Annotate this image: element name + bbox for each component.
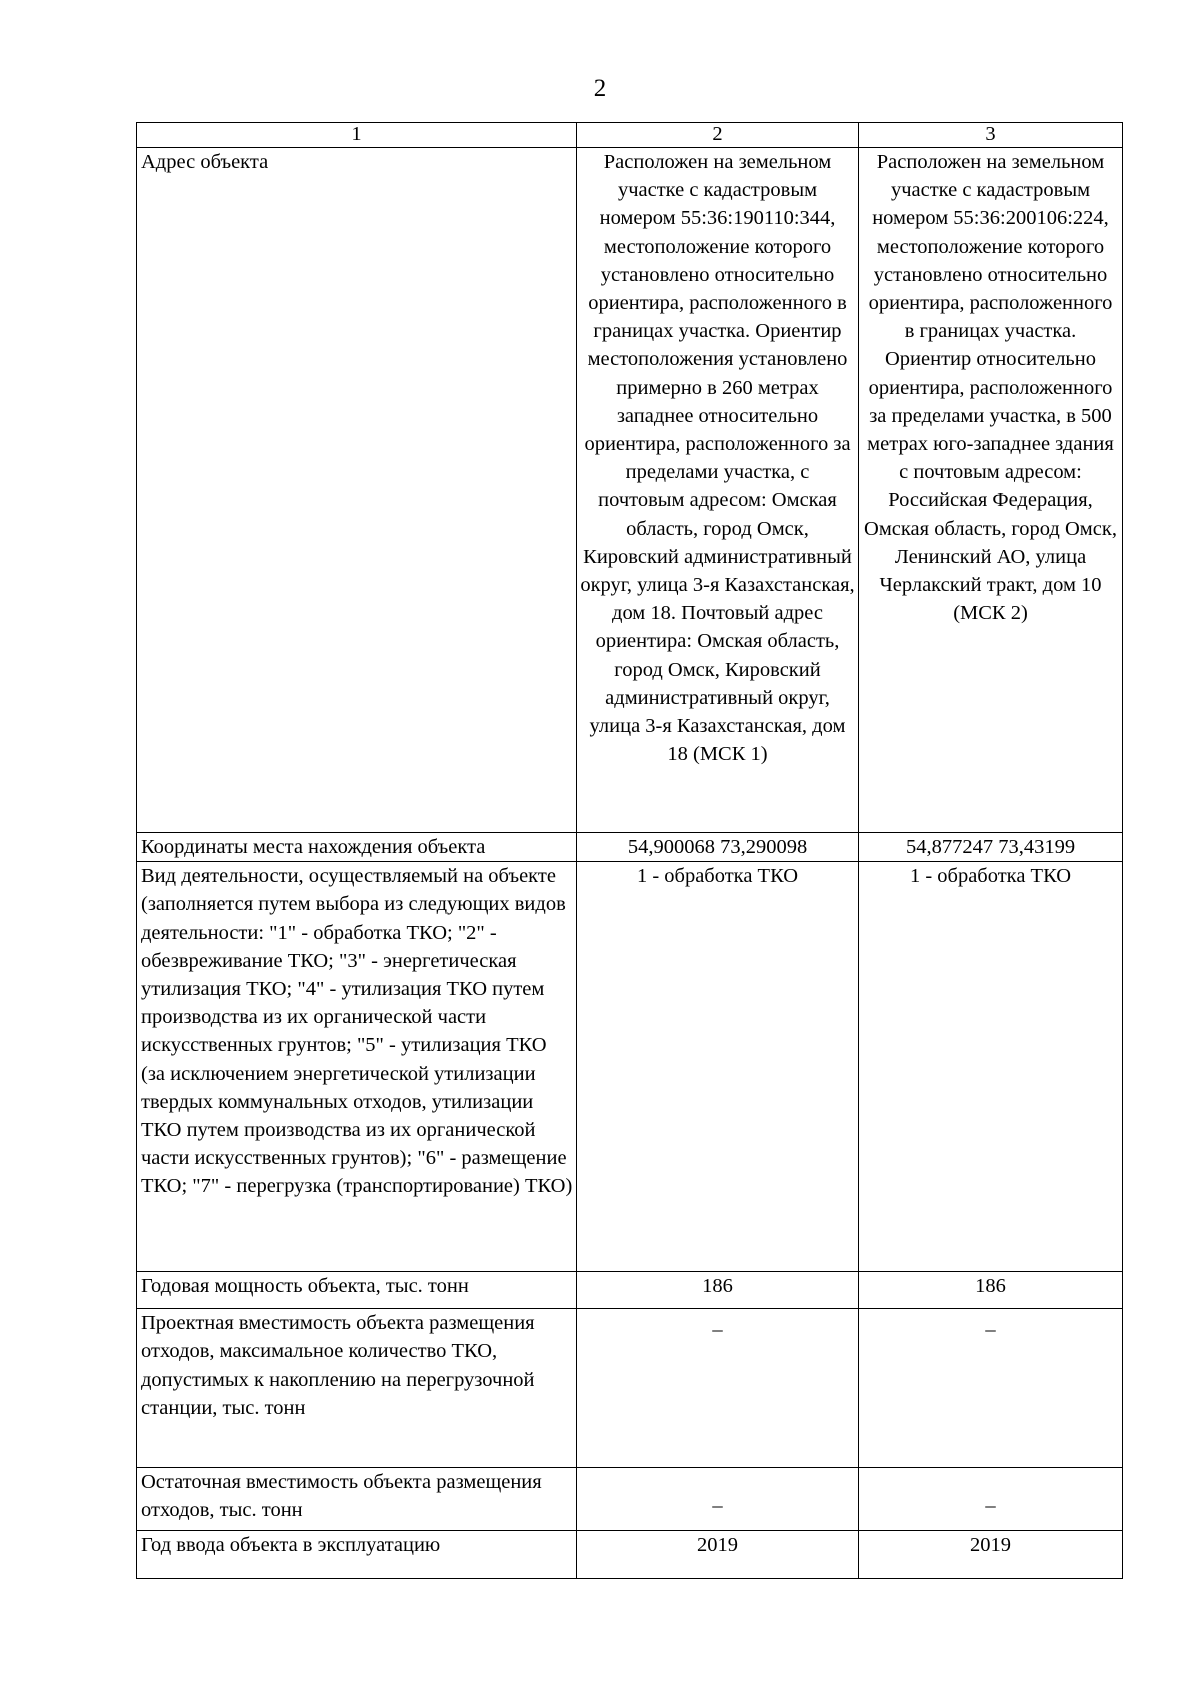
header-col-1: 1 [137,123,577,148]
row-label: Адрес объекта [137,148,577,833]
row-value-col3: Расположен на земельном участке с кадастровым номером 55:36:200106:224, местоположение которого установлено относительно ориентира, расположенного в границах участка. Ориентир относительно ориентира, расположенного за пределами участка, в 500 метрах юго-западнее здания с почтовым адресом: Российская Федерация, Омская область, город Омск, Ленинский АО, улица Черлакский тракт, дом 10 (МСК 2) [859,148,1123,833]
row-value-col2: 1 - обработка ТКО [577,862,859,1272]
row-value-col2: 54,900068 73,290098 [577,833,859,862]
facility-table [136,122,1123,1579]
row-value-col3: 1 - обработка ТКО [859,862,1123,1272]
header-col-2: 2 [577,123,859,148]
row-label: Годовая мощность объекта, тыс. тонн [137,1272,577,1309]
row-label: Остаточная вместимость объекта размещения отходов, тыс. тонн [137,1468,577,1531]
row-value-col3: _ [859,1468,1123,1531]
row-value-col2: Расположен на земельном участке с кадастровым номером 55:36:190110:344, местоположение которого установлено относительно ориентира, расположенного в границах участка. Ориентир местоположения установлено примерно в 260 метрах западнее относительно ориентира, расположенного за пределами участка, с почтовым адресом: Омская область, город Омск, Кировский административный округ, улица 3-я Казахстанская, дом 18. Почтовый адрес ориентира: Омская область, город Омск, Кировский административный округ, улица 3-я Казахстанская, дом 18 (МСК 1) [577,148,859,833]
row-label: Год ввода объекта в эксплуатацию [137,1531,577,1579]
row-value-col2: _ [577,1468,859,1531]
table-row-coordinates [137,833,1123,862]
table-row-annual-capacity [137,1272,1123,1309]
row-value-col2: 186 [577,1272,859,1309]
row-value-col3: 2019 [859,1531,1123,1579]
row-value-col2: 2019 [577,1531,859,1579]
row-label: Координаты места нахождения объекта [137,833,577,862]
header-col-3: 3 [859,123,1123,148]
table-row-commissioning-year [137,1531,1123,1579]
row-label: Вид деятельности, осуществляемый на объекте (заполняется путем выбора из следующих видов деятельности: "1" - обработка ТКО; "2" - обезвреживание ТКО; "3" - энергетическая утилизация ТКО; "4" - утилизация ТКО путем производства из их органической части искусственных грунтов; "5" - утилизация ТКО (за исключением энергетической утилизации твердых коммунальных отходов, утилизации ТКО путем производства из их органической части искусственных грунтов); "6" - размещение ТКО; "7" - перегрузка (транспортирование) ТКО) [137,862,577,1272]
table-row-residual-capacity [137,1468,1123,1531]
row-value-col3: _ [859,1309,1123,1468]
table-row-design-capacity [137,1309,1123,1468]
page-number: 2 [593,75,607,102]
table-row-activity [137,862,1123,1272]
row-value-col2: _ [577,1309,859,1468]
row-value-col3: 54,877247 73,43199 [859,833,1123,862]
table-row-address [137,148,1123,833]
table-header-row [137,123,1123,148]
row-label: Проектная вместимость объекта размещения отходов, максимальное количество ТКО, допустимых к накоплению на перегрузочной станции, тыс. тонн [137,1309,577,1468]
row-value-col3: 186 [859,1272,1123,1309]
